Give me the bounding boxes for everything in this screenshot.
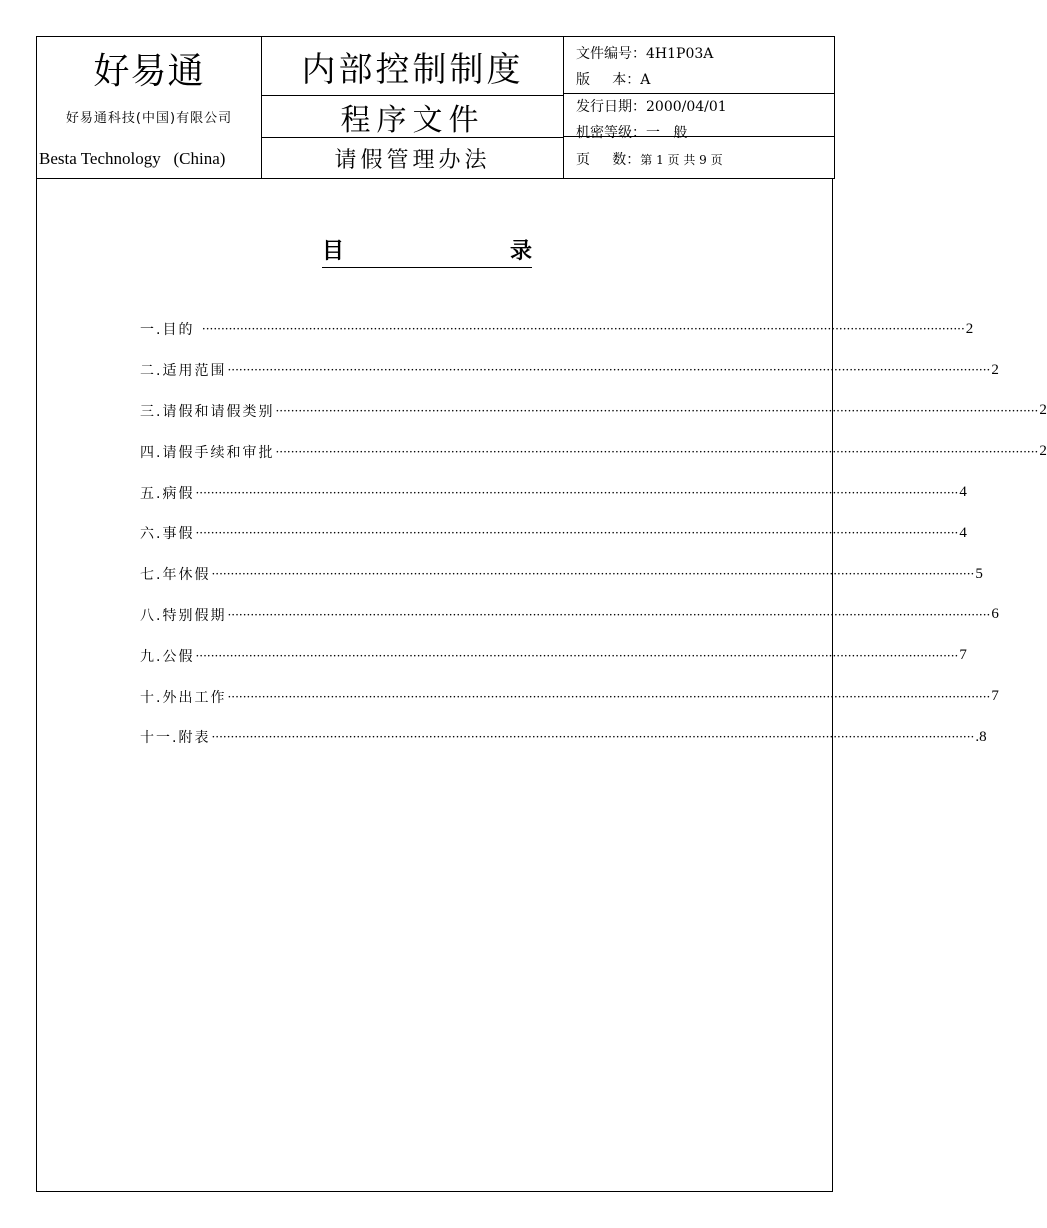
toc-item[interactable] <box>140 431 1047 472</box>
brand-logo-text: 好易通 <box>93 51 205 92</box>
meta-doc-no-value: 4H1P03A <box>646 46 714 62</box>
toc-dot-leader: ········································································································································································································ <box>195 648 959 663</box>
toc-dot-leader: ········································································································································································································ <box>201 322 965 337</box>
toc-item-page: 2 <box>1039 402 1047 419</box>
toc-item[interactable] <box>140 391 1047 432</box>
toc-item-label: 三.请假和请假类别 <box>140 403 275 420</box>
toc-item-page: 2 <box>1039 443 1047 460</box>
toc-dot-leader: ········································································································································································································ <box>227 689 991 704</box>
toc-title-left: 目 <box>322 239 345 264</box>
meta-version <box>576 69 650 89</box>
toc-item-page: 7 <box>991 688 999 705</box>
meta-divider <box>564 93 834 94</box>
toc-item-page: 4 <box>959 524 967 541</box>
toc-item[interactable] <box>140 513 967 554</box>
toc-dot-leader: ········································································································································································································ <box>211 730 975 745</box>
toc-item[interactable] <box>140 717 987 758</box>
toc-item-label: 六.事假 <box>140 526 195 543</box>
toc-item-label: 九.公假 <box>140 648 195 665</box>
meta-doc-no <box>576 43 713 63</box>
toc-dot-leader: ········································································································································································································ <box>275 403 1039 418</box>
toc-item-label: 四.请假手续和审批 <box>140 444 275 461</box>
toc-item[interactable] <box>140 350 999 391</box>
meta-secrecy-label: 机密等级： <box>576 125 646 141</box>
meta-doc-no-label: 文件编号： <box>576 46 646 62</box>
toc-item[interactable] <box>140 595 999 636</box>
toc-dot-leader: ········································································································································································································ <box>211 567 975 582</box>
doc-category: 内部控制制度 <box>262 37 563 96</box>
title-block <box>262 37 564 178</box>
toc-dot-leader: ········································································································································································································ <box>195 526 959 541</box>
company-block <box>37 37 262 178</box>
toc-item[interactable] <box>140 472 967 513</box>
toc-item-page: 2 <box>991 361 999 378</box>
toc-dot-leader: ········································································································································································································ <box>227 607 991 622</box>
meta-issue-date <box>576 96 727 116</box>
doc-title: 请假管理办法 <box>334 147 491 173</box>
toc-item-page: 5 <box>975 565 983 582</box>
toc-item-label: 二.适用范围 <box>140 363 227 380</box>
meta-secrecy <box>576 122 687 142</box>
toc-item[interactable] <box>140 554 983 595</box>
toc-item-label: 五.病假 <box>140 485 195 502</box>
toc-title-right: 录 <box>509 239 532 264</box>
meta-divider <box>564 136 834 137</box>
toc-item-page: 2 <box>965 320 974 337</box>
toc-item[interactable] <box>140 309 974 350</box>
meta-issue-date-value: 2000/04/01 <box>646 99 727 115</box>
toc-list <box>140 309 1047 758</box>
toc-item-label: 十.外出工作 <box>140 689 227 706</box>
meta-pages-label: 页 数： <box>576 152 641 168</box>
toc-item-label: 十一.附表 <box>140 730 211 747</box>
company-name-en: Besta Technology (China) <box>39 149 226 168</box>
toc-item-label: 一.目的 <box>140 322 201 339</box>
toc-item[interactable] <box>140 635 967 676</box>
toc-dot-leader: ········································································································································································································ <box>275 444 1039 459</box>
meta-issue-date-label: 发行日期： <box>576 99 646 115</box>
document-header <box>36 36 835 179</box>
meta-version-label: 版 本： <box>576 72 641 88</box>
meta-secrecy-value: 一 般 <box>646 125 688 141</box>
toc-item-label: 八.特别假期 <box>140 607 227 624</box>
doc-type: 程序文件 <box>262 96 563 138</box>
toc-item-page: 6 <box>991 606 999 623</box>
toc-dot-leader: ········································································································································································································ <box>195 485 959 500</box>
toc-item-page: 7 <box>959 647 967 664</box>
toc-item-page: .8 <box>975 728 987 745</box>
company-name-cn: 好易通科技(中国)有限公司 <box>65 111 233 126</box>
toc-item-page: 4 <box>959 484 967 501</box>
toc-dot-leader: ········································································································································································································ <box>227 363 991 378</box>
toc-title <box>322 238 532 268</box>
toc-item-label: 七.年休假 <box>140 567 211 584</box>
meta-version-value: A <box>640 72 651 88</box>
toc-item[interactable] <box>140 676 999 717</box>
meta-block <box>564 37 834 178</box>
meta-pages <box>576 149 723 169</box>
meta-pages-value: 第 1 页 共 9 页 <box>640 153 723 167</box>
